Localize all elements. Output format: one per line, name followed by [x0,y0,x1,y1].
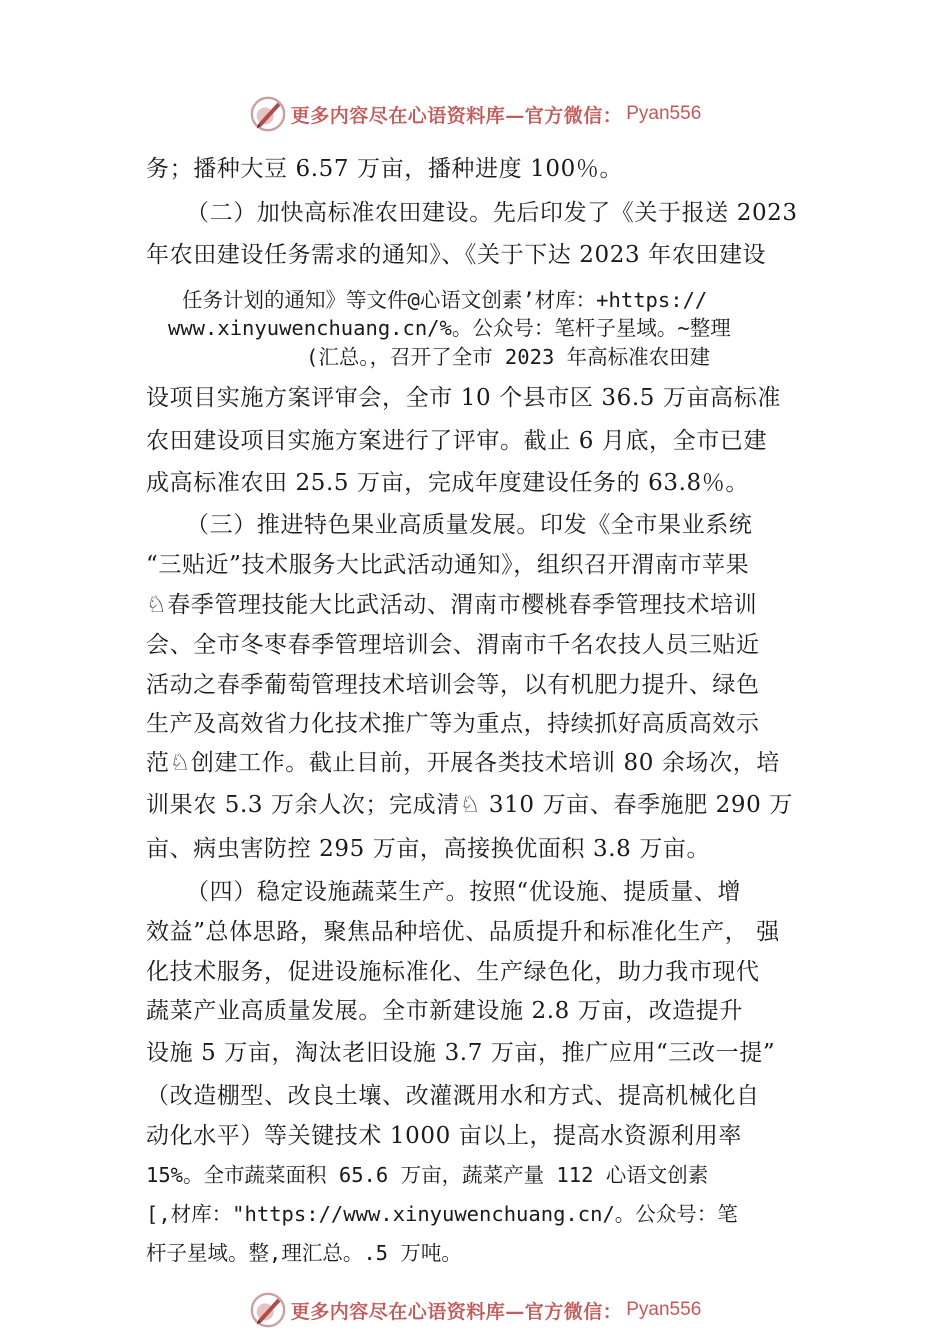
banner-handle: Pyan556 [626,1299,702,1320]
text-line: [,材库："https://www.xinyuwenchuang.cn/。公众号：笔 [146,1202,738,1226]
text-line: 范♘创建工作。截止目前，开展各类技术培训 80 余场次，培 [146,750,780,776]
banner-handle: Pyan556 [626,103,702,124]
text-line: 生产及高效省力化技术推广等为重点，持续抓好高质高效示 [146,711,760,737]
text-line: 杆子星域。整,理汇总。.5 万吨。 [146,1241,462,1265]
footer-watermark-banner [0,1288,950,1332]
text-line: （三）推进特色果业高质量发展。印发《全市果业系统 [186,512,753,538]
text-line: 年农田建设任务需求的通知》、《关于下达 2023 年农田建设 [146,242,767,268]
text-line: 训果农 5.3 万余人次；完成清♘ 310 万亩、春季施肥 290 万 [146,792,793,818]
banner-text: 更多内容尽在心语资料库—官方微信： [290,104,623,127]
text-line: 蔬菜产业高质量发展。全市新建设施 2.8 万亩，改造提升 [146,998,743,1024]
text-line: 动化水平）等关键技术 1000 亩以上，提高水资源利用率 [146,1123,742,1149]
text-line: 设施 5 万亩，淘汰老旧设施 3.7 万亩，推广应用“三改一提” [146,1040,776,1066]
text-line: 会、全市冬枣春季管理培训会、渭南市千名农技人员三贴近 [146,632,760,658]
text-line: www.xinyuwenchuang.cn/%。公众号：笔杆子星域。~整理 [168,316,731,340]
text-line: 化技术服务，促进设施标准化、生产绿色化，助力我市现代 [146,959,760,985]
text-line: 15%。全市蔬菜面积 65.6 万亩，蔬菜产量 112 心语文创素 [146,1163,709,1187]
text-line: （四）稳定设施蔬菜生产。按照“优设施、提质量、增 [186,879,742,905]
text-line: （改造棚型、改良土壤、改灌溉用水和方式、提高机械化自 [146,1083,760,1109]
text-line: 务；播种大豆 6.57 万亩，播种进度 100％。 [146,156,624,182]
text-line: 设项目实施方案评审会，全市 10 个县市区 36.5 万亩高标准 [146,385,781,411]
text-line: 农田建设项目实施方案进行了评审。截止 6 月底，全市已建 [146,428,768,454]
banner-text: 更多内容尽在心语资料库—官方微信： [290,1300,623,1323]
text-line: (汇总。，召开了全市 2023 年高标准农田建 [306,345,711,369]
text-line: 活动之春季葡萄管理技术培训会等，以有机肥力提升、绿色 [146,672,760,698]
text-line: 成高标准农田 25.5 万亩，完成年度建设任务的 63.8％。 [146,470,749,496]
text-line: 亩、病虫害防控 295 万亩，高接换优面积 3.8 万亩。 [146,836,711,862]
text-line: “三贴近”技术服务大比武活动通知》，组织召开渭南市苹果 [146,552,750,578]
text-line: 任务计划的通知》等文件@心语文创素’材库：+https:// [182,288,708,312]
text-line: ♘春季管理技能大比武活动、渭南市樱桃春季管理技术培训 [146,592,758,618]
text-line: （二）加快高标准农田建设。先后印发了《关于报送 2023 [186,200,798,226]
text-line: 效益”总体思路，聚焦品种培优、品质提升和标准化生产， 强 [146,919,780,945]
pen-logo-icon [249,1291,287,1329]
